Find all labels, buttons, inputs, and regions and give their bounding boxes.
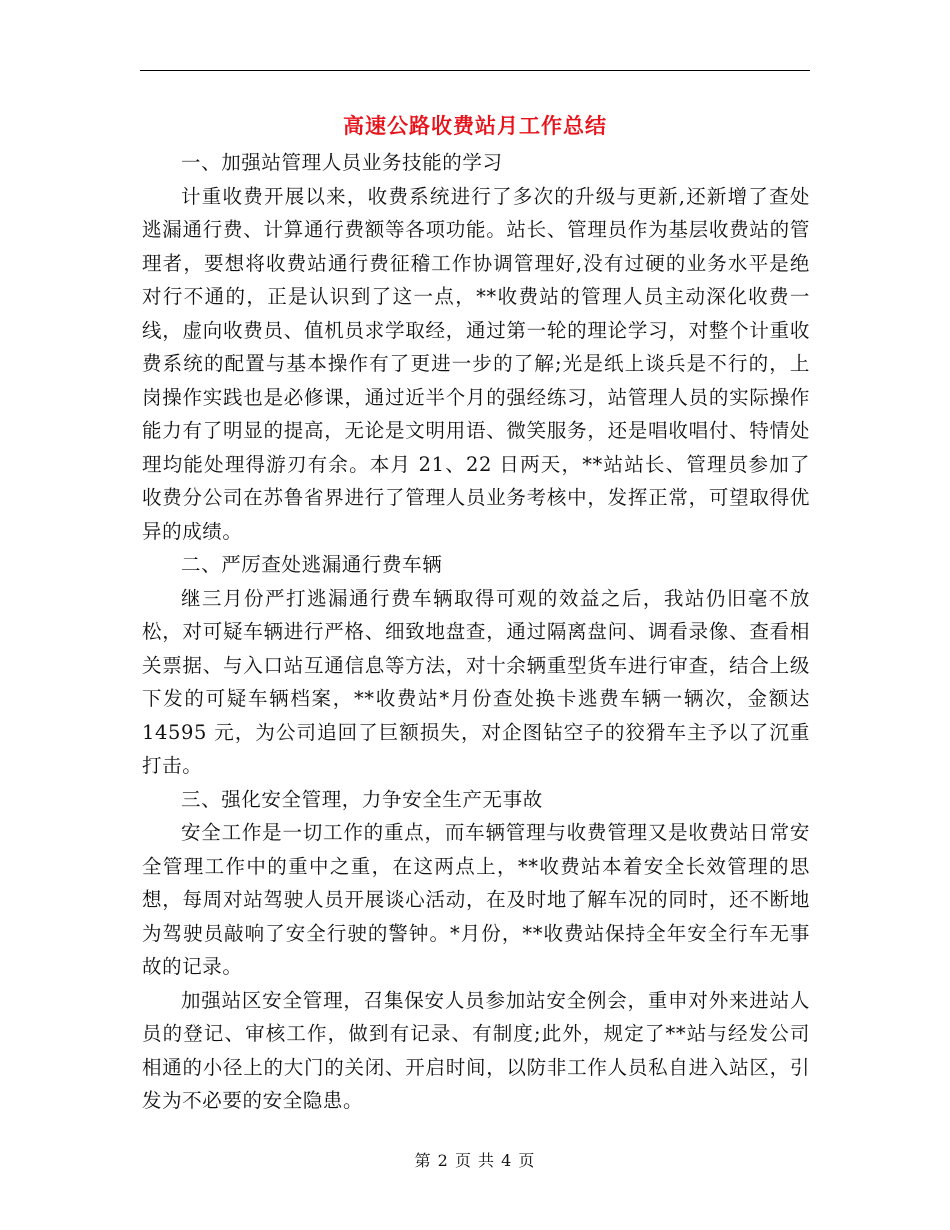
document-title: 高速公路收费站月工作总结	[343, 113, 607, 138]
page-footer: 第 2 页 共 4 页	[414, 1151, 536, 1170]
paragraph-1: 计重收费开展以来，收费系统进行了多次的升级与更新,还新增了查处逃漏通行费、计算通行费额等各项功能。站长、管理员作为基层收费站的管理者，要想将收费站通行费征稽工作协调管理好,没有过硬的业务水平是绝对行不通的，正是认识到了这一点，**收费站的管理人员主动深化收费一线，虚向收费员、值机员求学取经，通过第一轮的理论学习，对整个计重收费系统的配置与基本操作有了更进一步的了解;光是纸上谈兵是不行的，上岗操作实践也是必修课，通过近半个月的强经练习，站管理人员的实际操作能力有了明显的提高，无论是文明用语、微笑服务，还是唱收唱付、特情处理均能处理得游刃有余。本月 21、22 日两天，**站站长、管理员参加了收费分公司在苏鲁省界进行了管理人员业务考核中，发挥正常，可望取得优异的成绩。	[142, 184, 810, 543]
paragraph-4: 加强站区安全管理，召集保安人员参加站安全例会，重申对外来进站人员的登记、审核工作，做到有记录、有制度;此外，规定了**站与经发公司相通的小径上的大门的关闭、开启时间，以防非工作人员私自进入站区，引发为不必要的安全隐患。	[142, 988, 810, 1112]
section-heading-2: 二、严厉查处逃漏通行费车辆	[181, 553, 443, 576]
section-heading-1: 一、加强站管理人员业务技能的学习	[181, 151, 503, 174]
paragraph-3: 安全工作是一切工作的重点，而车辆管理与收费管理又是收费站日常安全管理工作中的重中之重，在这两点上，**收费站本着安全长效管理的思想，每周对站驾驶人员开展谈心活动，在及时地了解车况的同时，还不断地为驾驶员敲响了安全行驶的警钟。*月份，**收费站保持全年安全行车无事故的记录。	[142, 821, 810, 978]
paragraph-2: 继三月份严打逃漏通行费车辆取得可观的效益之后，我站仍旧毫不放松，对可疑车辆进行严格、细致地盘查，通过隔离盘问、调看录像、查看相关票据、与入口站互通信息等方法，对十余辆重型货车进行审查，结合上级下发的可疑车辆档案，**收费站*月份查处换卡逃费车辆一辆次，金额达 14595 元，为公司追回了巨额损失，对企图钻空子的狡猾车主予以了沉重打击。	[142, 586, 810, 777]
section-heading-3: 三、强化安全管理，力争安全生产无事故	[181, 787, 543, 811]
header-rule	[140, 70, 810, 71]
document-body	[142, 146, 810, 1118]
